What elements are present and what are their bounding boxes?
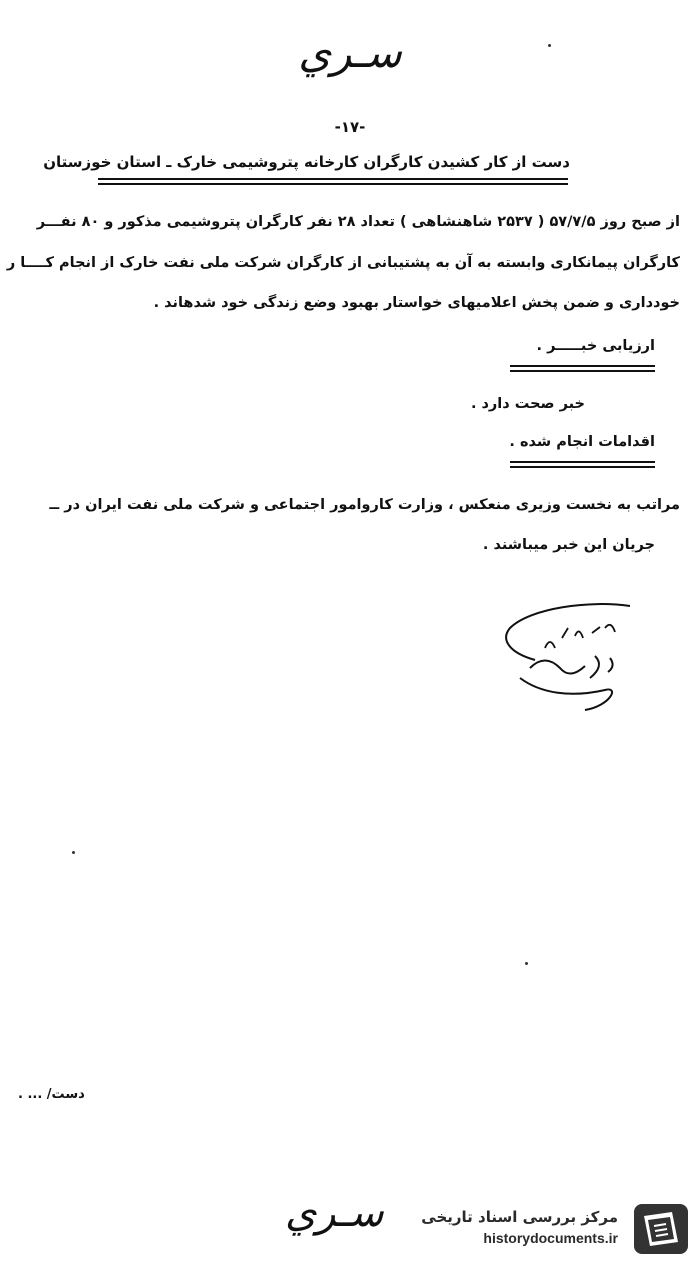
watermark-title: مرکز بررسی اسناد تاریخی [421, 1208, 618, 1226]
headline-underline [98, 178, 568, 180]
document-headline: دست از کار کشیدن کارگران کارخانه پتروشیمی خارک ـ استان خوزستان [43, 153, 570, 171]
distribution-line: جریان این خبر میباشند . [482, 537, 655, 553]
handwritten-signature [500, 598, 650, 718]
actions-label: اقدامات انجام شده . [509, 434, 655, 450]
speck [525, 962, 528, 965]
assessment-label: ارزیابی خبـــــر . [536, 338, 655, 354]
speck [72, 851, 75, 854]
distribution-line: مراتب به نخست وزیری منعکس ، وزارت کاروامور اجتماعی و شرکت ملی نفت ایران در ــ [49, 497, 680, 513]
archive-watermark [421, 1200, 694, 1258]
classification-top: سـري [298, 28, 402, 77]
assessment-underline [510, 365, 655, 367]
archive-logo-icon [632, 1202, 690, 1256]
paragraph-line: از صبح روز ۵۷/۷/۵ ( ۲۵۳۷ شاهنشاهی ) تعداد ۲۸ نفر کارگران پتروشیمی مذکور و ۸۰ نفـــر [36, 214, 680, 230]
assessment-text: خبر صحت دارد . [470, 396, 585, 412]
watermark-url: historydocuments.ir [483, 1230, 618, 1246]
speck [548, 44, 551, 47]
actions-underline [510, 461, 655, 463]
paragraph-line: خودداری و ضمن پخش اعلامیهای خواستار بهبود وضع زندگی خود شدهاند . [153, 295, 680, 311]
paragraph-line: کارگران پیمانکاری وابسته به آن به پشتیبانی از کارگران شرکت ملی نفت خارک از انجام کــــا ر [6, 255, 680, 271]
page-reference: دست/ ... . [18, 1087, 85, 1102]
document-number: -۱۷- [334, 118, 366, 136]
classification-bottom: سـري [285, 1190, 384, 1236]
